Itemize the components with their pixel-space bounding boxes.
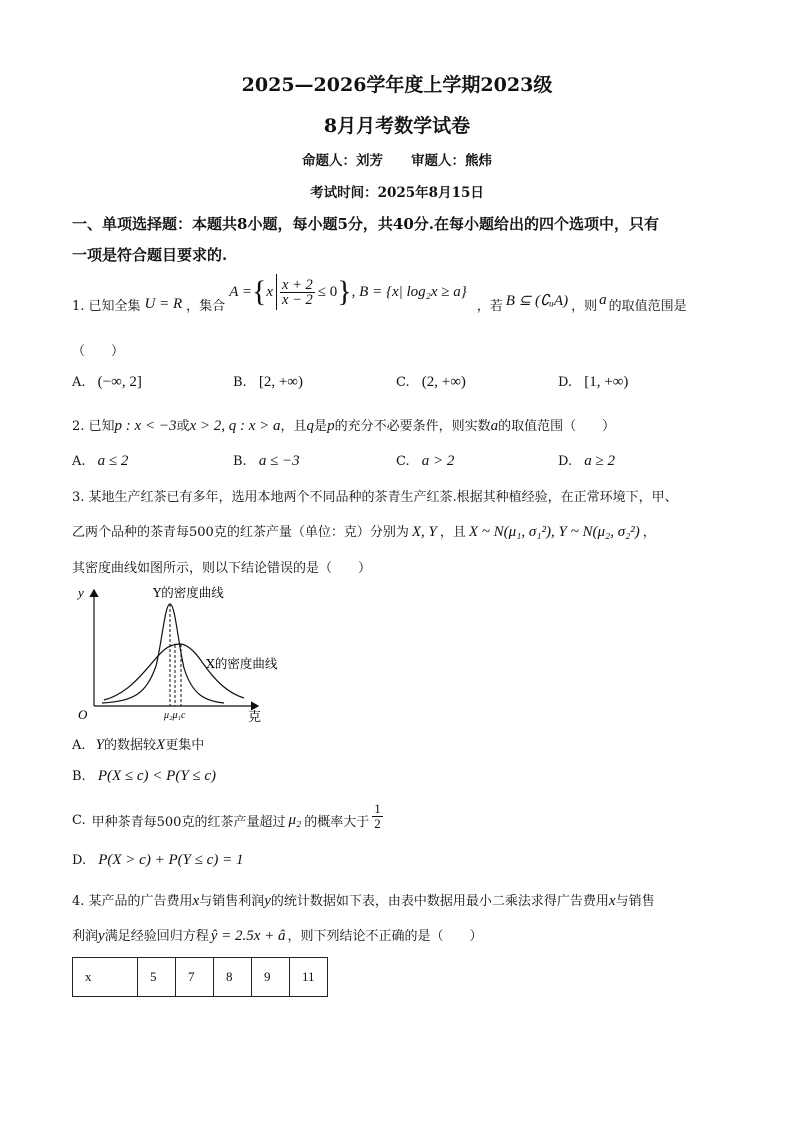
q1-text-ruo: ，若 [476, 298, 503, 314]
option-letter: A. [72, 738, 86, 753]
q3-option-c[interactable] [72, 801, 383, 835]
table-row [73, 958, 328, 997]
table-cell: 8 [214, 958, 252, 997]
question-2-stem [72, 415, 615, 435]
q3-option-b[interactable] [72, 768, 216, 785]
x-density-curve [104, 644, 244, 700]
q2-option-b[interactable] [233, 453, 300, 470]
option-math: P(X ≤ c) < P(Y ≤ c) [97, 768, 217, 784]
right-brace: } [337, 275, 352, 308]
q1-fraction-denominator: x − 2 [282, 291, 313, 308]
q4-var-y2: y [98, 928, 105, 944]
q4-var-x: x [192, 893, 200, 909]
q1-option-d[interactable] [558, 374, 628, 391]
q4-text-b: 与销售利润 [199, 894, 265, 909]
origin-label: O [78, 707, 88, 722]
q3-distributions: X ~ N(μ₁, σ₁²), Y ~ N(μ₂, σ₂²) [468, 524, 640, 540]
q4-text-d: 与销售 [615, 894, 655, 909]
table-cell: 7 [176, 958, 214, 997]
option-letter: D. [72, 853, 87, 868]
q1-fraction-numerator: x + 2 [282, 276, 313, 293]
q3-option-d[interactable] [72, 852, 243, 869]
exam-time: 考试时间：2025年8月15日 [310, 185, 484, 201]
option-letter: A. [72, 375, 86, 390]
option-letter: C. [72, 813, 86, 828]
option-letter: B. [233, 454, 247, 469]
q4-regression-equation: ŷ = 2.5x + â [210, 928, 286, 944]
q1-option-a[interactable] [72, 374, 142, 391]
y-curve-label: Y的密度曲线 [153, 585, 224, 600]
exam-subtitle: 8月月考数学试卷 [323, 115, 471, 137]
option-math: a > 2 [421, 453, 455, 469]
q3-option-a[interactable] [72, 734, 204, 754]
q4-stem-line2 [72, 925, 483, 945]
q1-fraction [280, 278, 315, 307]
q1-le-zero: ≤ 0 [317, 283, 338, 300]
section-heading-line1: 一、单项选择题：本题共8小题，每小题5分，共40分.在每小题给出的四个选项中，只有 [72, 215, 659, 233]
q2-text-end: 的取值范围（ ） [498, 419, 616, 434]
q4-text-c: 的统计数据如下表，由表中数据用最小二乘法求得广告费用 [270, 894, 609, 909]
fraction-denominator: 2 [374, 816, 381, 831]
q1-universe: U = R [144, 295, 183, 312]
option-mu2: μ₂ [288, 812, 302, 828]
q2-text-mid2: 是 [314, 419, 328, 434]
option-letter: C. [396, 454, 410, 469]
q2-text-or: 或 [176, 419, 190, 434]
option-math: P(X > c) + P(Y ≤ c) = 1 [98, 852, 244, 868]
q3-vars-xy: X, Y [411, 524, 437, 540]
option-letter: B. [233, 375, 247, 390]
q2-var-q: q [306, 418, 315, 434]
q4-text-a: 4. 某产品的广告费用 [72, 894, 193, 909]
reviewer-label: 审题人：熊炜 [411, 153, 492, 169]
q3-stem-line3: 其密度曲线如图所示，则以下结论错误的是（ ） [72, 561, 372, 576]
tick-labels: μ₂μ₁c [164, 710, 186, 721]
option-math: a ≤ −3 [258, 453, 300, 469]
question-1-stem [72, 275, 687, 330]
q1-answer-paren: （ ） [72, 344, 125, 359]
option-math: a ≤ 2 [97, 453, 129, 469]
option-math: a ≥ 2 [584, 453, 615, 469]
q1-option-b[interactable] [233, 374, 303, 391]
option-letter: D. [558, 375, 573, 390]
q2-option-a[interactable] [72, 453, 128, 470]
y-axis-label: y [78, 585, 84, 600]
q1-set-b: , B = {x| log₂x ≥ a} [351, 283, 467, 300]
q1-var-a: a [599, 291, 607, 308]
exam-title: 2025—2026学年度上学期2023级 [241, 74, 553, 96]
x-curve-label: X的密度曲线 [206, 656, 278, 671]
q3-text-b: ，且 [439, 525, 466, 540]
option-letter: B. [72, 769, 86, 784]
q4-text-e: 利润 [72, 929, 99, 944]
q3-text-c: ， [642, 525, 656, 540]
q1-subset-condition: B ⊆ (∁ᵤA) [505, 292, 569, 309]
q2-option-c[interactable] [396, 453, 454, 470]
q2-text-mid1: ，且 [280, 419, 307, 434]
density-curve-graph [64, 582, 304, 724]
q3-text-a: 乙两个品种的茶青每500克的红茶产量（单位：克）分别为 [72, 525, 409, 540]
option-text-end: 更集中 [165, 738, 205, 753]
q2-text-pre: 2. 已知 [72, 419, 115, 434]
q3-stem-line1: 3. 某地生产红茶已有多年，选用本地两个不同品种的茶青生产红茶.根据其种植经验，在正常环境下，甲、 [72, 490, 678, 505]
q2-q-condition: x > 2, q : x > a [189, 418, 281, 434]
table-cell: 5 [138, 958, 176, 997]
q4-text-g: ，则下列结论不正确的是（ ） [287, 929, 483, 944]
q4-var-x2: x [608, 893, 616, 909]
q2-p-condition: p : x < −3 [114, 418, 177, 434]
q1-text-set: ，集合 [186, 298, 226, 314]
q4-stem-line1 [72, 890, 655, 910]
fraction-numerator: 1 [374, 801, 381, 816]
q1-set-var: x [266, 283, 274, 300]
q1-set-a-lhs: A = [229, 283, 252, 300]
option-math: (−∞, 2] [97, 374, 142, 390]
q1-option-c[interactable] [396, 374, 466, 391]
q1-text-pre: 1. 已知全集 [72, 298, 141, 314]
q1-text-range: 的取值范围是 [608, 298, 687, 314]
author-line [0, 149, 794, 169]
table-cell: 9 [252, 958, 290, 997]
q4-data-table [72, 957, 328, 997]
q2-var-a: a [490, 418, 499, 434]
author-label: 命题人：刘芳 [302, 153, 383, 169]
option-text: 甲种茶青每500克的红茶产量超过 [91, 815, 286, 830]
one-half-fraction [372, 802, 383, 831]
q4-var-y: y [264, 893, 271, 909]
option-var-y: Y [95, 737, 105, 753]
q1-set-expression [229, 274, 467, 310]
option-letter: D. [558, 454, 573, 469]
table-header-cell: x [73, 958, 138, 997]
option-math: [1, +∞) [584, 374, 629, 390]
left-brace: { [251, 275, 267, 308]
q2-var-p: p [327, 418, 335, 434]
x-unit-label: 克 [248, 710, 262, 724]
q1-text-ze: ，则 [571, 298, 598, 314]
option-letter: A. [72, 454, 86, 469]
option-math: [2, +∞) [258, 374, 303, 390]
option-var-x: X [156, 737, 166, 753]
section-heading-line2: 一项是符合题目要求的. [72, 246, 228, 264]
q2-option-d[interactable] [558, 453, 615, 470]
option-letter: C. [396, 375, 410, 390]
set-bar [276, 274, 277, 310]
option-math: (2, +∞) [421, 374, 466, 390]
y-density-curve [102, 604, 224, 703]
table-cell: 11 [290, 958, 328, 997]
q3-stem-line2 [72, 521, 656, 541]
q2-text-mid3: 的充分不必要条件，则实数 [334, 419, 491, 434]
q4-text-f: 满足经验回归方程 [104, 929, 209, 944]
option-text: 的数据较 [104, 738, 157, 753]
option-text-end: 的概率大于 [304, 815, 370, 830]
